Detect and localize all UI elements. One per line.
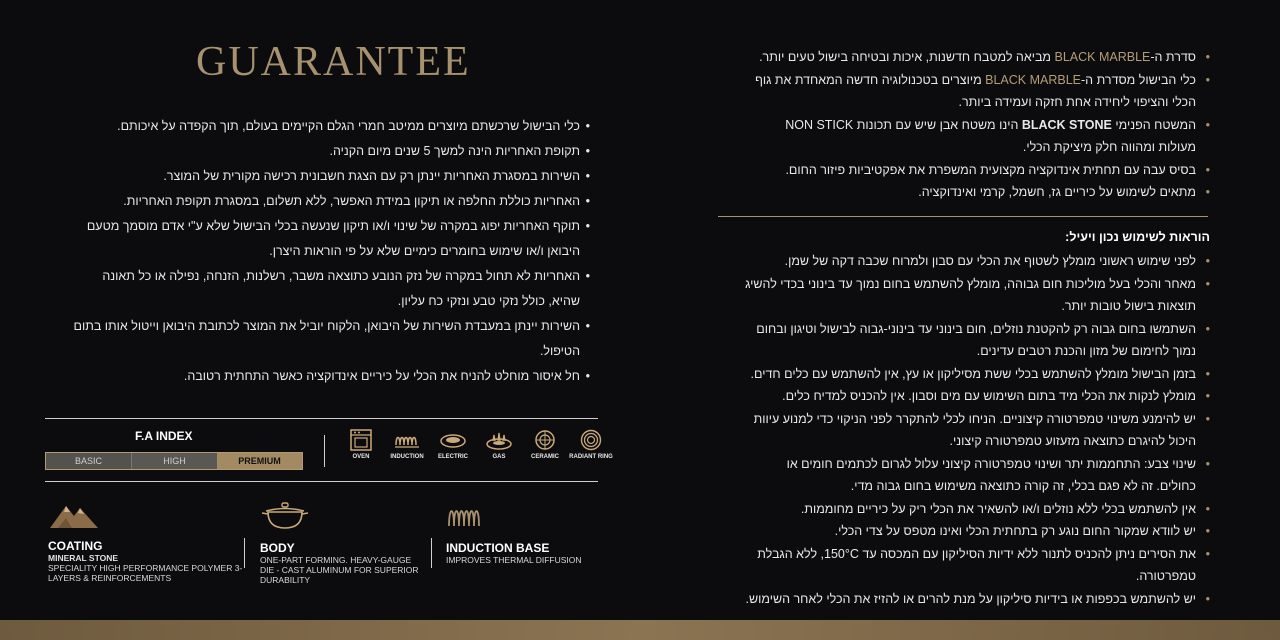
feature-title: BODY xyxy=(260,541,295,555)
feature-subtitle: MINERAL STONE xyxy=(48,553,119,563)
stove-gas xyxy=(476,429,522,461)
instructions-list xyxy=(745,250,1210,610)
list-item: • את הסירים ניתן להכניס לתנור ללא ידיות הסיליקון עם המכסה עד 150°C, ללא הגבלת טמפרטורה. xyxy=(745,543,1210,588)
list-item: • השירות במסגרת האחריות יינתן רק עם הצגת חשבונית רכישה מקורית של המוצר. xyxy=(70,164,590,189)
section-divider xyxy=(718,216,1208,217)
level-high: HIGH xyxy=(131,453,217,469)
gas-icon xyxy=(485,429,513,451)
ceramic-icon xyxy=(533,429,557,451)
list-item: • בזמן הבישול מומלץ להשתמש בכלי ששת מסיליקון או עץ, אין להשתמש עם כלים חדים. xyxy=(745,363,1210,386)
instructions-title: הוראות לשימוש נכון ויעיל: xyxy=(1065,230,1210,244)
list-item: • בסיס עבה עם תחתית אינדוקציה מקצועית המשפרת את אפקטיביות פיזור החום. xyxy=(745,159,1210,182)
feature-body xyxy=(260,500,425,585)
list-item: • מומלץ לנקות את הכלי מיד בתום השימוש עם מים וסבון. אין להכניס למדיח כלים. xyxy=(745,385,1210,408)
stove-oven xyxy=(338,429,384,461)
list-item: • חל איסור מוחלט להניח את הכלי על כיריים אינדוקציה כאשר התחתית רטובה. xyxy=(70,364,590,389)
feature-title: COATING xyxy=(48,539,103,553)
list-item: • סדרת ה-BLACK MARBLE מביאה למטבח חדשנות, איכות ובטיחה בישול טעים יותר. xyxy=(745,46,1210,69)
brand-name: BLACK MARBLE xyxy=(1054,50,1151,64)
list-item: • כלי הבישול שרכשתם מיוצרים ממיטב חמרי הגלם הקיימים בעולם, תוך הקפדה על איכותם. xyxy=(70,114,590,139)
level-basic: BASIC xyxy=(46,453,131,469)
feature-divider xyxy=(244,538,245,568)
list-item: • אין להשתמש בכלי ללא נוזלים ו/או להשאיר את הכלי ריק על כיריים מחוממות. xyxy=(745,498,1210,521)
feature-description: SPECIALITY HIGH PERFORMANCE POLYMER 3-LAYERS & REINFORCEMENTS xyxy=(48,563,243,583)
stove-label: CERAMIC xyxy=(531,454,559,460)
list-item: • השירות יינתן במעבדת השירות של היבואן, הלקוח יוביל את המוצר לכתובת היבואן וייטול אותו בתום הטיפול. xyxy=(70,314,590,364)
fa-index-panel xyxy=(45,418,613,482)
list-item: • תוקף האחריות יפוג במקרה של שינוי ו/או תיקון שנעשה בכלי הבישול שלא ע"י אדם מוסמך מטעם היבואן ו/או שימוש בחומרים כימיים שלא על פי הוראות היצרן. xyxy=(70,214,590,264)
feature-divider xyxy=(431,538,432,568)
feature-title: INDUCTION BASE xyxy=(446,541,550,555)
stove-label: ELECTRIC xyxy=(438,454,468,460)
brand-name: BLACK STONE xyxy=(1021,117,1112,132)
feature-coating xyxy=(48,500,243,583)
list-item: • המשטח הפנימי BLACK STONE הינו משטח אבן שיש עם תכונות NON STICK מעולות ומהווה חלק מיציקת הכלי. xyxy=(745,114,1210,159)
fa-divider xyxy=(324,435,325,467)
radiant-ring-icon xyxy=(579,429,603,451)
list-item: • תקופת האחריות הינה למשך 5 שנים מיום הקניה. xyxy=(70,139,590,164)
stove-radiant-ring xyxy=(568,429,614,461)
stove-electric xyxy=(430,429,476,461)
stove-label: GAS xyxy=(492,454,506,460)
level-premium: PREMIUM xyxy=(217,453,302,469)
coil-icon xyxy=(446,500,486,532)
list-item: • יש להשתמש בכפפות או בידיות סיליקון על מנת להרים או להזיז את הכלי לאחר השימוש. xyxy=(745,588,1210,611)
page-title: GUARANTEE xyxy=(196,39,471,85)
brand-name: BLACK MARBLE xyxy=(985,72,1082,87)
stove-label: OVEN xyxy=(352,454,370,460)
stove-label: RADIANT RING xyxy=(569,454,613,460)
stove-label: INDUCTION xyxy=(390,454,424,460)
footer-band xyxy=(0,620,1280,640)
list-item: • יש להימנע משינוי טמפרטורה קיצוניים. הניחו לכלי להתקרר לפני הניקוי כדי למנוע עיוות היכול להיגרם כתוצאה מזעזוע טמפרטורה קיצוני. xyxy=(745,408,1210,453)
feature-induction-base xyxy=(446,500,606,565)
list-item: • לפני שימוש ראשוני מומלץ לשטוף את הכלי עם סבון ולמרוח שכבה דקה של שמן. xyxy=(745,250,1210,273)
list-item: • כלי הבישול מסדרת ה-BLACK MARBLE מיוצרים בטכנולוגיה חדשה המאחדת את גוף הכלי והציפוי ליחידה אחת חזקה ועמידה ביותר. xyxy=(745,69,1210,114)
list-item: • יש לוודא שמקור החום נוגע רק בתחתית הכלי ואינו מטפס על צדי הכלי. xyxy=(745,520,1210,543)
pot-icon xyxy=(260,500,310,532)
list-item: • האחריות לא תחול במקרה של נזק הנובע כתוצאה משבר, רשלנות, הזנחה, נפילה או כל תאונה שהיא, כולל נזקי טבע ונזקי כח עליון. xyxy=(70,264,590,314)
electric-icon xyxy=(439,429,467,451)
list-item: • שינוי צבע: התחממות יתר ושינוי טמפרטורה קיצוני עלול לגרום לכתמים חומים או כחולים. זה לא פגם בכלי, זה קורה כתוצאה משימוש בחום גבוה מדי. xyxy=(745,453,1210,498)
induction-icon xyxy=(393,429,421,451)
guarantee-list xyxy=(70,114,590,389)
stove-induction xyxy=(384,429,430,461)
stove-icons xyxy=(338,429,614,461)
mountain-icon xyxy=(48,500,100,530)
fa-index-scale xyxy=(45,452,303,470)
feature-description: IMPROVES THERMAL DIFFUSION xyxy=(446,555,582,565)
product-list xyxy=(745,46,1210,204)
stove-ceramic xyxy=(522,429,568,461)
list-item: • מאחר והכלי בעל מוליכות חום גבוהה, מומלץ להשתמש בחום נמוך עד בינוני בכדי להשיג תוצאות בישול טובות יותר. xyxy=(745,273,1210,318)
feature-description: ONE-PART FORMING. HEAVY-GAUGE DIE - CAST ALUMINUM FOR SUPERIOR DURABILITY xyxy=(260,555,419,585)
fa-index-title: F.A INDEX xyxy=(135,429,193,443)
list-item: • השתמשו בחום גבוה רק להקטנת נוזלים, חום בינוני עד בינוני-גבוה לבישול וטיגון ובחום נמוך לחימום של מזון והכנת רטבים עדינים. xyxy=(745,318,1210,363)
list-item: • מתאים לשימוש על כיריים גז, חשמל, קרמי ואינדוקציה. xyxy=(745,181,1210,204)
list-item: • האחריות כוללת החלפה או תיקון במידת האפשר, ללא תשלום, במסגרת תקופת האחריות. xyxy=(70,189,590,214)
oven-icon xyxy=(349,429,373,451)
